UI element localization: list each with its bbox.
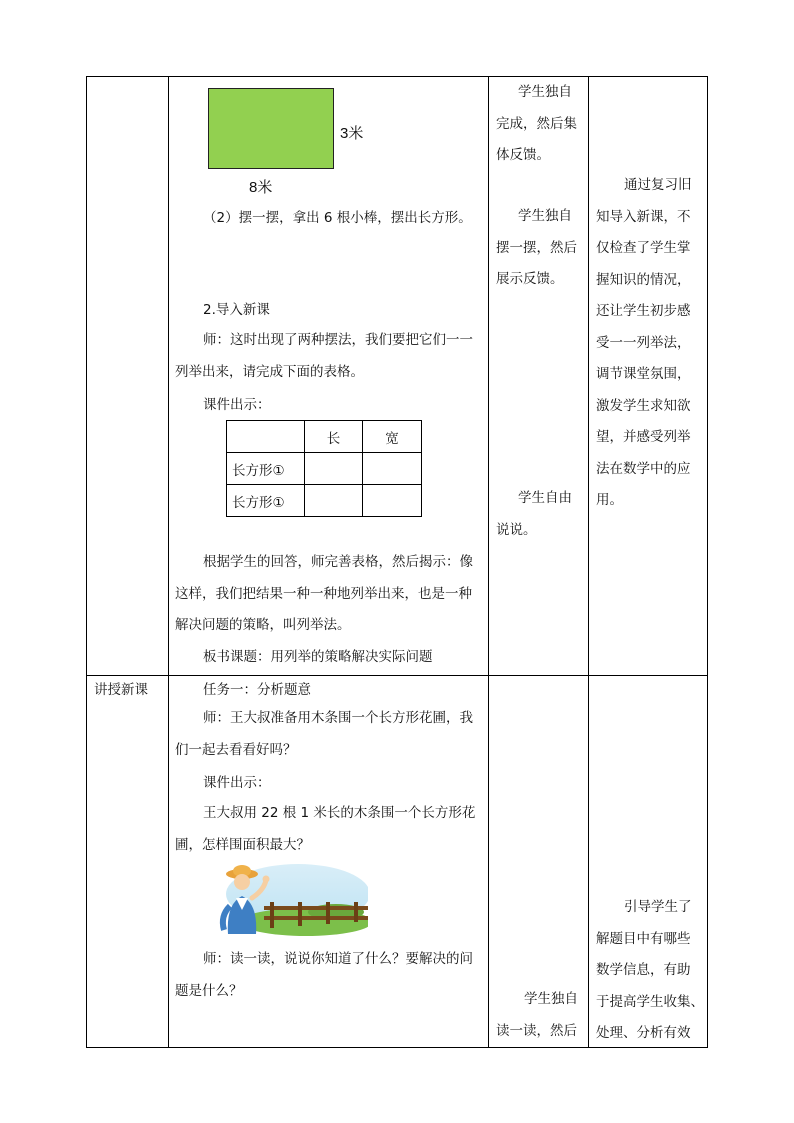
intro-title: 2.导入新课 [203, 302, 270, 318]
table-row [227, 421, 422, 453]
board-title: 板书课题：用列举的策略解决实际问题 [203, 649, 433, 665]
teacher-paragraph [175, 325, 473, 388]
activity-line: 学生独自 [518, 208, 572, 224]
student-activity-3 [496, 483, 572, 546]
teacher-intro-paragraph [175, 703, 473, 766]
intent-line: 用。 [596, 492, 623, 508]
activity-line: 学生独自 [518, 84, 572, 100]
intent-line: 通过复习旧 [624, 177, 692, 193]
section-label: 讲授新课 [94, 682, 148, 698]
paragraph-line: 圃，怎样围面积最大？ [175, 836, 310, 853]
rectangle-figure [208, 88, 334, 169]
col-border-left [86, 76, 87, 1048]
intent-line: 握知识的情况， [596, 271, 691, 288]
table-top-border [86, 76, 708, 77]
intent-line: 调节课堂氛围， [596, 366, 691, 382]
paragraph-line: 师：王大叔准备用木条围一个长方形花圃，我 [203, 710, 473, 726]
item-2-text: （2）摆一摆，拿出 6 根小棒，摆出长方形。 [203, 210, 472, 226]
row-divider [86, 675, 708, 676]
activity-line: 学生自由 [518, 490, 572, 506]
intent-line: 望，并感受列举 [596, 429, 691, 445]
paragraph-line: 王大叔用 22 根 1 米长的木条围一个长方形花 [203, 805, 476, 821]
col-border-3 [588, 76, 589, 1048]
table-row [227, 453, 422, 485]
col-border-right [707, 76, 708, 1048]
table-row-label: 长方形① [227, 485, 305, 517]
reveal-paragraph [175, 547, 473, 642]
paragraph-line: 师：读一读，说说你知道了什么？要解决的问 [203, 951, 473, 967]
rect-width-label: 8米 [249, 179, 273, 196]
student-activity-lower [496, 984, 578, 1047]
activity-line: 展示反馈。 [496, 271, 564, 287]
courseware-label: 课件出示： [203, 397, 271, 413]
paragraph-line: 这样，我们把结果一种一种地列举出来，也是一种 [175, 585, 472, 602]
activity-line: 摆一摆，然后 [496, 239, 577, 256]
intent-line: 仅检查了学生掌 [596, 240, 691, 256]
rect-height-label: 3米 [340, 125, 364, 142]
paragraph-line: 题是什么？ [175, 982, 243, 999]
paragraph-line: 列举出来，请完成下面的表格。 [175, 363, 364, 380]
paragraph-line: 们一起去看看好吗？ [175, 741, 297, 758]
intent-line: 处理、分析有效 [596, 1025, 691, 1041]
intent-line: 激发学生求知欲 [596, 397, 691, 414]
intent-line: 还让学生初步感 [596, 303, 691, 319]
design-intent-upper [596, 170, 692, 517]
problem-paragraph [175, 798, 475, 861]
design-intent-lower [596, 892, 704, 1050]
listing-table [226, 420, 422, 517]
intent-line: 于提高学生收集、 [596, 993, 704, 1010]
intent-line: 受一一列举法， [596, 334, 691, 351]
paragraph-line: 师：这时出现了两种摆法，我们要把它们一一 [203, 332, 473, 348]
student-activity-1 [496, 77, 577, 172]
paragraph-line: 解决问题的策略，叫列举法。 [175, 617, 351, 633]
table-cell [363, 485, 422, 517]
intent-line: 法在数学中的应 [596, 460, 691, 477]
intent-line: 引导学生了 [624, 899, 692, 915]
table-row [227, 485, 422, 517]
table-cell [305, 453, 363, 485]
task-title: 任务一：分析题意 [203, 682, 311, 698]
intent-line: 解题目中有哪些 [596, 930, 691, 947]
table-row-label: 长方形① [227, 453, 305, 485]
table-cell [363, 453, 422, 485]
paragraph-line: 根据学生的回答，师完善表格，然后揭示：像 [203, 554, 473, 570]
table-cell [227, 421, 305, 453]
intent-line: 知导入新课，不 [596, 208, 691, 225]
activity-line: 体反馈。 [496, 147, 550, 163]
activity-line: 说说。 [496, 521, 537, 538]
activity-line: 完成，然后集 [496, 115, 577, 132]
question-paragraph [175, 944, 473, 1007]
intent-line: 数学信息，有助 [596, 962, 691, 978]
table-header-length: 长 [305, 421, 363, 453]
table-cell [305, 485, 363, 517]
col-border-2 [488, 76, 489, 1048]
activity-line: 读一读，然后 [496, 1022, 577, 1039]
courseware-label: 课件出示： [203, 775, 271, 791]
farmer-fence-illustration [206, 860, 368, 938]
activity-line: 学生独自 [524, 991, 578, 1007]
table-header-width: 宽 [363, 421, 422, 453]
student-activity-2 [496, 201, 577, 296]
col-border-1 [168, 76, 169, 1048]
